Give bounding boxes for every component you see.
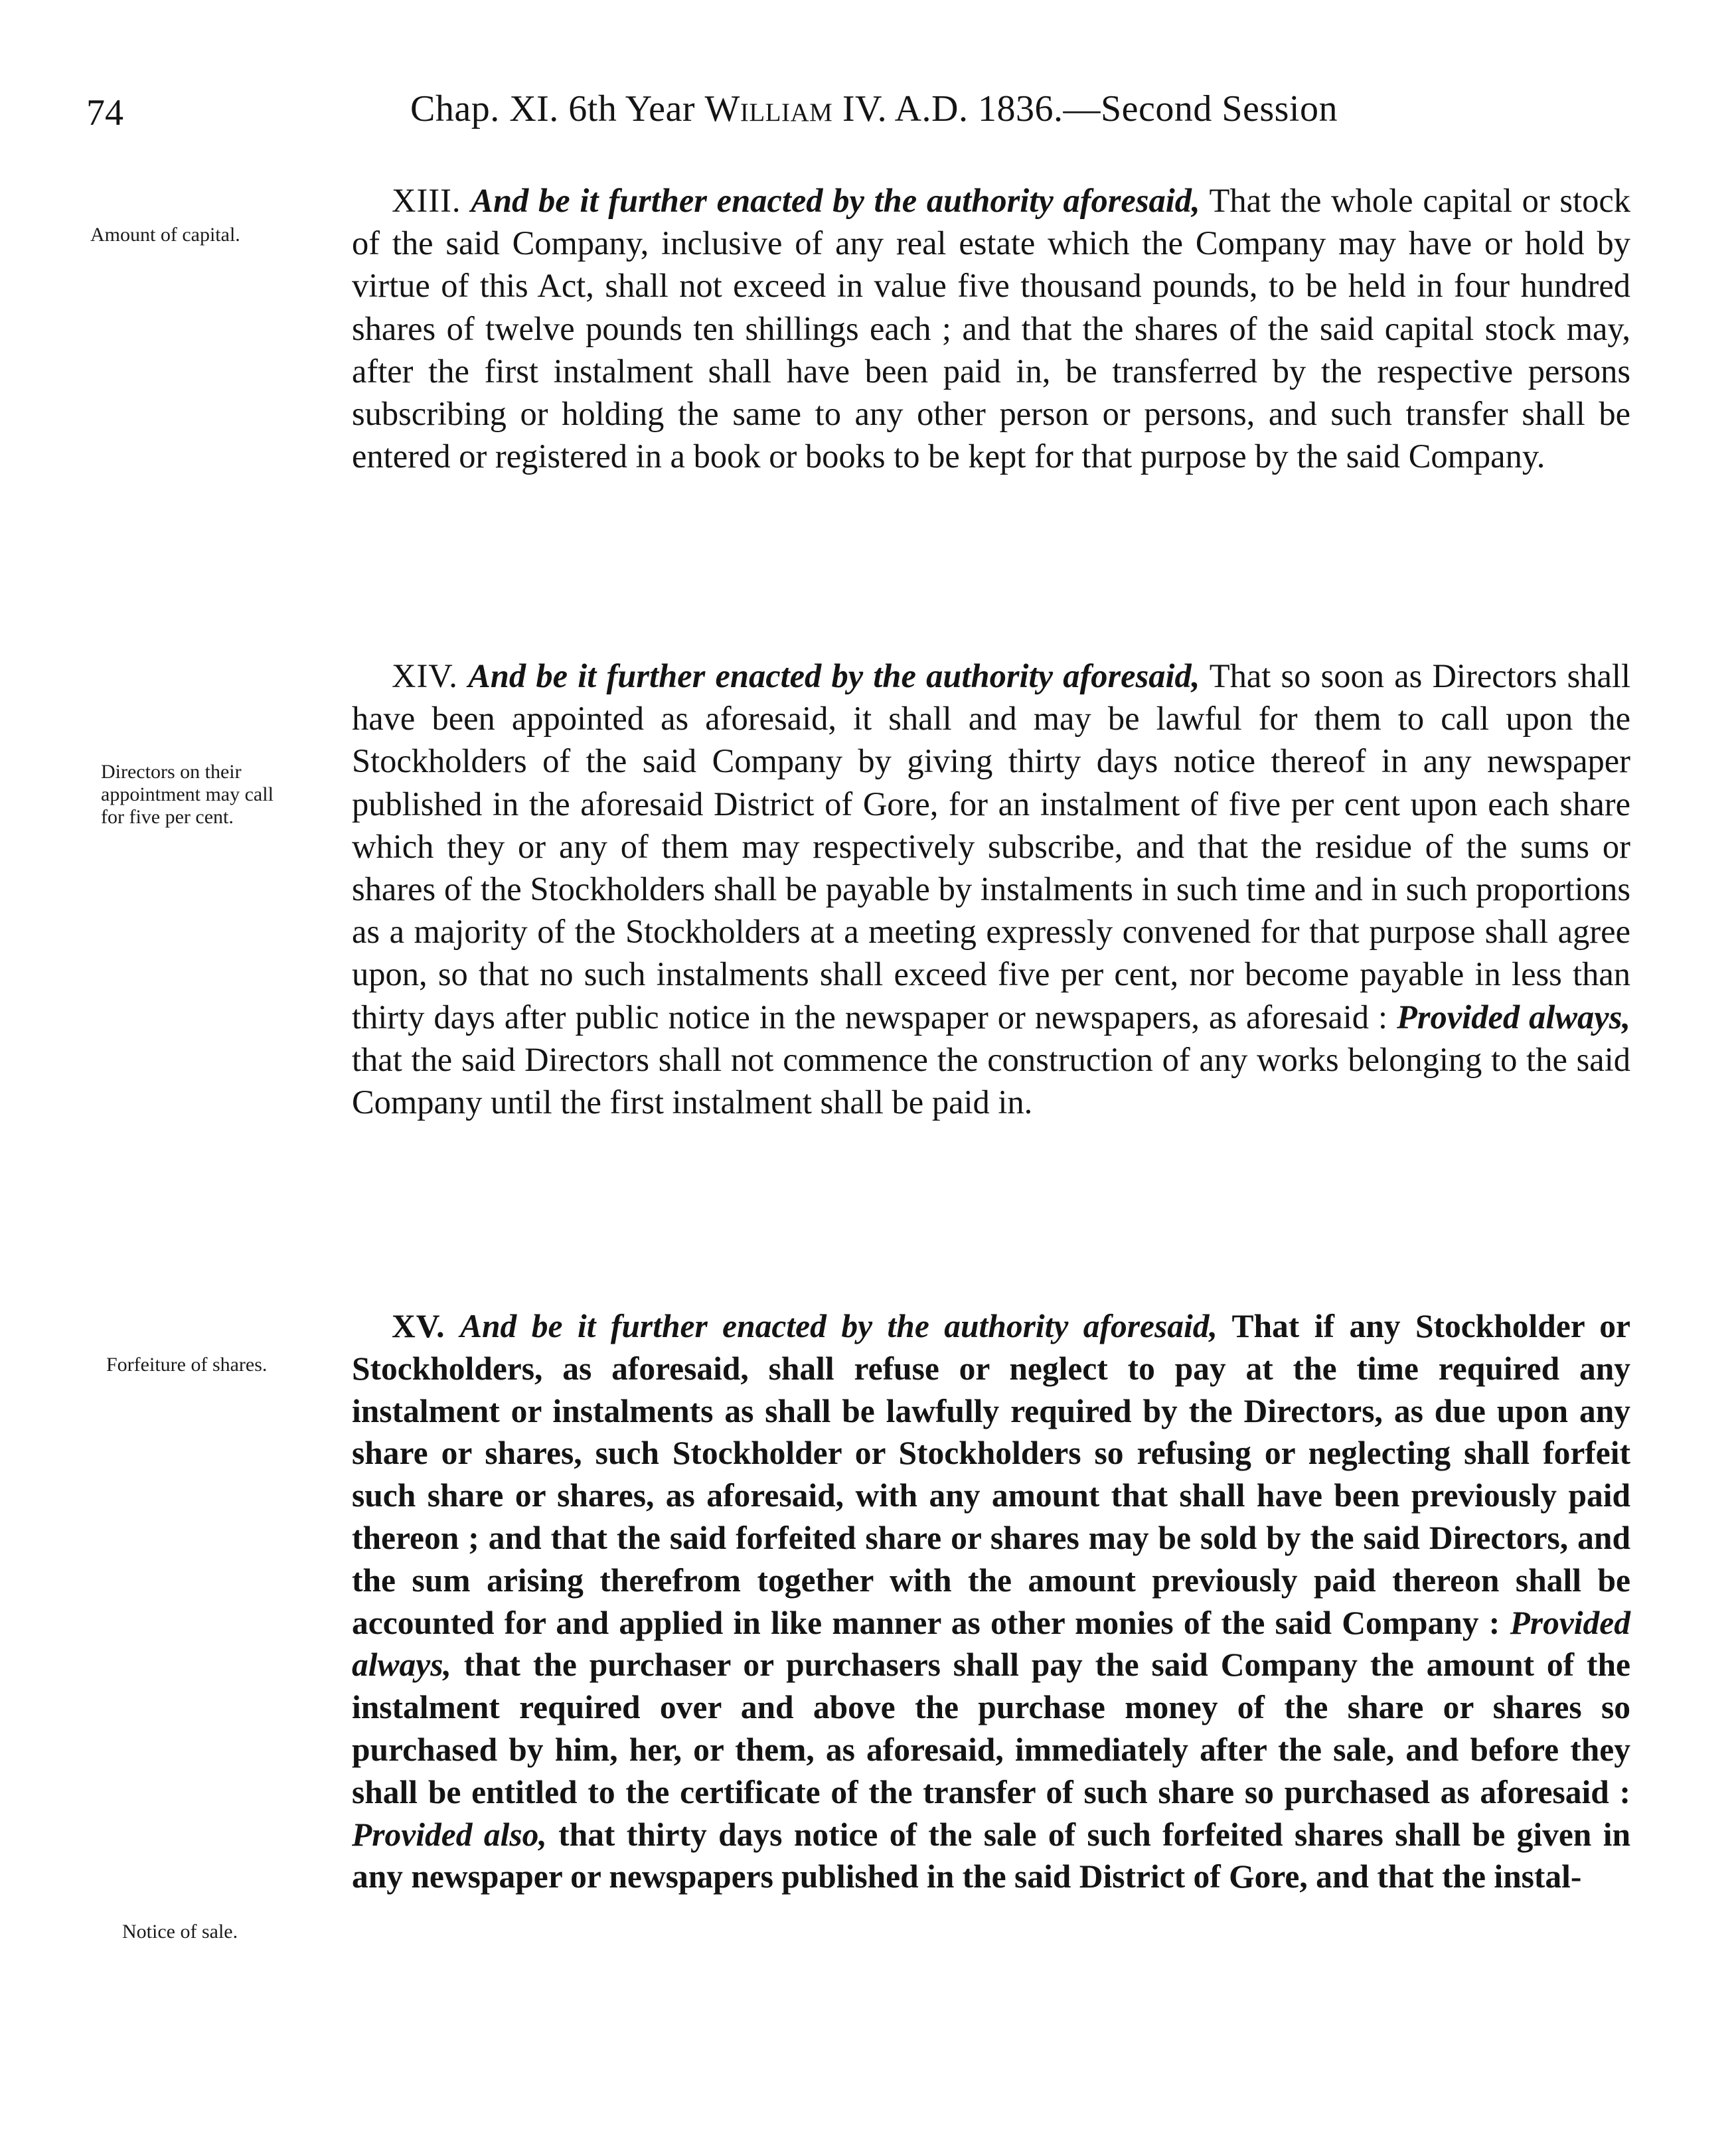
- page-number: 74: [86, 92, 123, 133]
- section-xiii: [352, 179, 1630, 477]
- enacting-clause: And be it further enacted by the authority aforesaid,: [471, 182, 1200, 219]
- running-head: [410, 90, 1642, 127]
- proviso: Provided also,: [352, 1816, 547, 1853]
- section-number: XIII.: [392, 182, 461, 219]
- marginal-note-directors-line: Directors on their: [101, 761, 242, 783]
- section-xv-paragraph: [352, 1305, 1630, 1898]
- running-head-king: William: [704, 88, 833, 129]
- marginal-note-capital: Amount of capital.: [90, 224, 240, 246]
- section-text: that the purchaser or purchasers shall pay the said Company the amount of the instalment required over and above the purchase money of the share or shares so purchased by him, her, or them, as aforesaid, immediately after the sale, and before they shall be entitled to the certificate of the transfer of such share so purchased as aforesaid :: [352, 1646, 1631, 1810]
- marginal-note-directors-line: for five per cent.: [101, 806, 234, 828]
- section-text: That if any Stockholder or Stockholders, as aforesaid, shall refuse or neglect to pay at the time required any instalment or instalments as shall be lawfully required by the Directors, as due upon any share or shares, such Stockholder or Stockholders so refusing or neglecting shall forfeit such share or shares, as aforesaid, with any amount that shall have been previously paid thereon ; and that the said forfeited share or shares may be sold by the said Directors, and the sum arising therefrom together with the amount previously paid thereon shall be accounted for and applied in like manner as other monies of the said Company :: [352, 1308, 1631, 1641]
- section-text: that thirty days notice of the sale of such forfeited shares shall be given in any newspaper or newspapers published in the said District of Gore, and that the instal-: [352, 1816, 1630, 1895]
- running-head-date: IV. A.D. 1836.—Second Session: [832, 88, 1338, 129]
- section-number: XV.: [392, 1308, 445, 1344]
- section-xv: [352, 1305, 1630, 1898]
- marginal-note-directors: [101, 761, 274, 829]
- proviso: Provided always,: [1397, 998, 1630, 1036]
- section-number: XIV.: [392, 657, 458, 694]
- enacting-clause: And be it further enacted by the authority aforesaid,: [459, 1308, 1218, 1344]
- section-xiii-paragraph: [352, 179, 1630, 477]
- marginal-note-directors-line: appointment may call: [101, 783, 274, 805]
- proviso: Provided always,: [352, 1604, 1631, 1684]
- section-text: That so soon as Directors shall have been appointed as aforesaid, it shall and may be lawful for them to call upon the Stockholders of the said Company by giving thirty days notice thereof in any newspaper published in the aforesaid District of Gore, for an instalment of five per cent upon each share which they or any of them may respectively subscribe, and that the residue of the sums or shares of the Stockholders shall be payable by instalments in such time and in such proportions as a majority of the Stockholders at a meeting expressly convened for that purpose shall agree upon, so that no such instalments shall exceed five per cent, nor become payable in less than thirty days after public notice in the newspaper or newspapers, as aforesaid :: [352, 657, 1630, 1036]
- running-head-chapter: Chap. XI. 6th Year: [410, 88, 705, 129]
- section-xiv: [352, 655, 1630, 1123]
- marginal-note-forfeiture: Forfeiture of shares.: [106, 1354, 268, 1376]
- marginal-note-notice: Notice of sale.: [122, 1921, 238, 1943]
- section-xiv-paragraph: [352, 655, 1630, 1123]
- section-text: That the whole capital or stock of the said Company, inclusive of any real estate which the Company may have or hold by virtue of this Act, shall not exceed in value five thousand pounds, to be held in four hundred shares of twelve pounds ten shillings each ; and that the shares of the said capital stock may, after the first instalment shall have been paid in, be transferred by the respective persons subscribing or holding the same to any other person or persons, and such transfer shall be entered or registered in a book or books to be kept for that purpose by the said Company.: [352, 182, 1631, 475]
- enacting-clause: And be it further enacted by the authority aforesaid,: [468, 657, 1200, 694]
- section-text: that the said Directors shall not commence the construction of any works belonging to the said Company until the first instalment shall be paid in.: [352, 1040, 1630, 1121]
